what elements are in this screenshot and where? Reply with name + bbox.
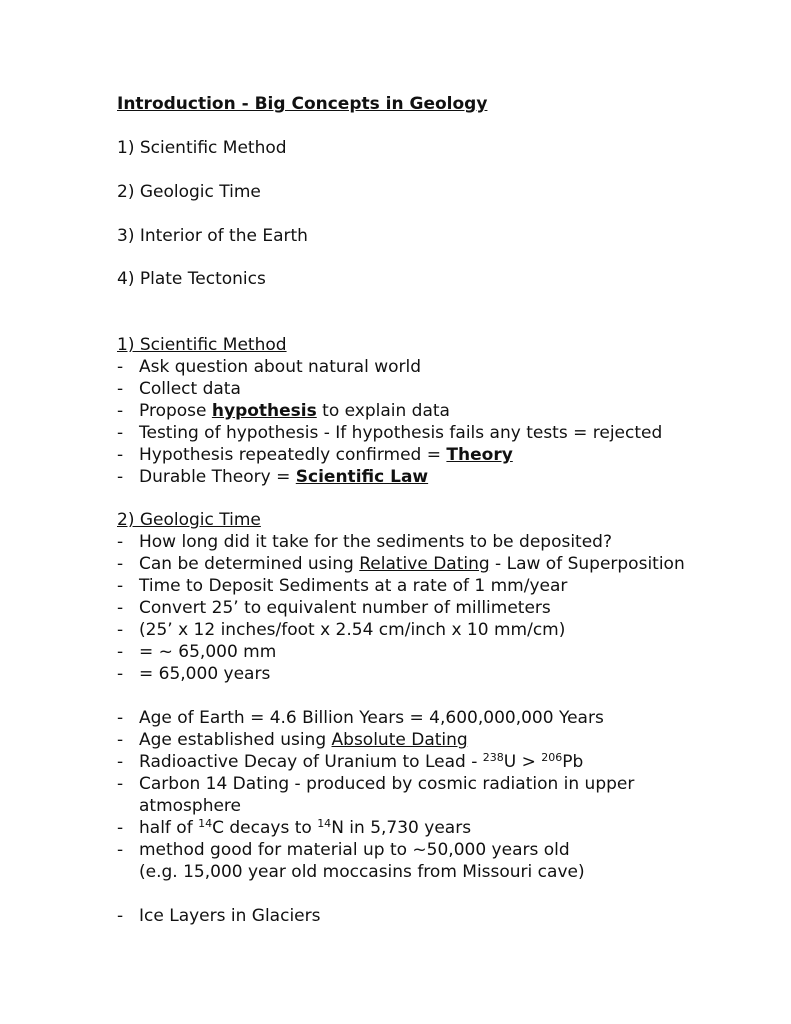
list-item: - Can be determined using Relative Dating - Law of Superposition bbox=[117, 554, 685, 574]
term-hypothesis: hypothesis bbox=[211, 401, 317, 421]
list-item: - half of $^{14}$C decays to $^{14}$N in 5,730 years bbox=[117, 817, 472, 838]
list-item: - Ask question about natural world bbox=[117, 357, 422, 377]
list-item: - Convert 25’ to equivalent number of millimeters bbox=[117, 598, 551, 618]
list-item: - Ice Layers in Glaciers bbox=[117, 906, 321, 926]
document-title: Introduction - Big Concepts in Geology bbox=[117, 94, 488, 114]
toc-item-2: 2) Geologic Time bbox=[117, 182, 261, 202]
list-item: - Collect data bbox=[117, 379, 241, 399]
section-scientific-method bbox=[117, 334, 717, 488]
term-theory: Theory bbox=[446, 445, 513, 465]
list-item: - Age established using Absolute Dating bbox=[117, 730, 468, 750]
section-geologic-time bbox=[117, 509, 717, 927]
list-item: - = 65,000 years bbox=[117, 664, 271, 684]
term-scientific-law: Scientific Law bbox=[295, 467, 429, 487]
section-heading: 1) Scientific Method bbox=[117, 335, 287, 355]
spacer bbox=[117, 883, 717, 905]
list-item: - Radioactive Decay of Uranium to Lead - $^{238}$U > $^{206}$Pb bbox=[117, 751, 584, 772]
list-item: - Hypothesis repeatedly confirmed = Theory bbox=[117, 445, 513, 465]
toc-item-1: 1) Scientific Method bbox=[117, 138, 287, 158]
list-item: - method good for material up to ~50,000 years old (e.g. 15,000 year old moccasins from Missouri cave) bbox=[117, 840, 585, 882]
list-item: - How long did it take for the sediments to be deposited? bbox=[117, 532, 612, 552]
list-item: - Time to Deposit Sediments at a rate of 1 mm/year bbox=[117, 576, 568, 596]
list-item: - Propose hypothesis to explain data bbox=[117, 401, 450, 421]
toc-item-3: 3) Interior of the Earth bbox=[117, 226, 308, 246]
list-item: - = ~ 65,000 mm bbox=[117, 642, 277, 662]
list-item: - Testing of hypothesis - If hypothesis fails any tests = rejected bbox=[117, 423, 663, 443]
list-item: - (25’ x 12 inches/foot x 2.54 cm/inch x 10 mm/cm) bbox=[117, 620, 566, 640]
list-item: - Carbon 14 Dating - produced by cosmic radiation in upper atmosphere bbox=[117, 774, 635, 816]
list-item: - Durable Theory = Scientific Law bbox=[117, 467, 429, 487]
section-heading: 2) Geologic Time bbox=[117, 510, 261, 530]
term-absolute-dating: Absolute Dating bbox=[331, 730, 468, 750]
term-relative-dating: Relative Dating bbox=[359, 554, 490, 574]
list-item: - Age of Earth = 4.6 Billion Years = 4,600,000,000 Years bbox=[117, 708, 604, 728]
spacer bbox=[117, 685, 717, 707]
toc-item-4: 4) Plate Tectonics bbox=[117, 269, 266, 289]
